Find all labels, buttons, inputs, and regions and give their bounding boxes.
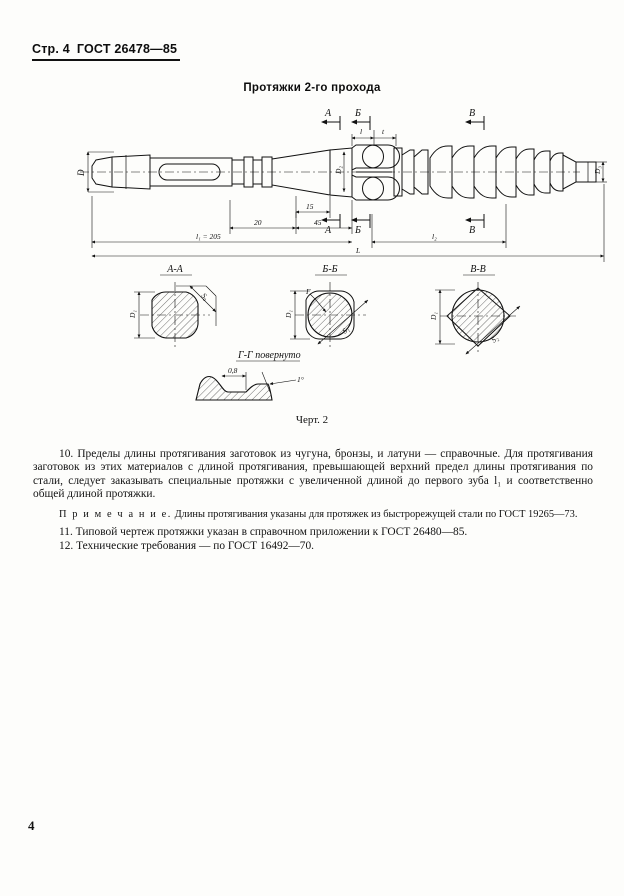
- section-mark-label-v-top: В: [469, 108, 476, 119]
- note-text: Длины протягивания указаны для протяжек из быстрорежущей стали по ГОСТ 19265—73.: [172, 508, 578, 520]
- section-mark-label-a-bottom: А: [325, 225, 332, 236]
- dimension-D2: [334, 152, 344, 192]
- dim-label-v-vertical: D₁: [429, 311, 438, 320]
- section-mark-v-top: [466, 108, 484, 130]
- detail-dim-offset: 0,8: [228, 366, 238, 375]
- dimension-20: [230, 200, 296, 234]
- section-title-a-a: А-А: [167, 264, 183, 275]
- dim-label-D2: D₂: [334, 165, 343, 174]
- dimension-tooth-pitch: [352, 127, 396, 146]
- dim-label-D: D: [76, 169, 86, 176]
- dim-label-l2: l₂: [432, 232, 437, 241]
- dim-label-b-diagonal: S₁: [340, 324, 352, 336]
- header-standard: ГОСТ 26478—85: [76, 42, 178, 56]
- dimension-L: [92, 184, 604, 262]
- page-header: [32, 42, 292, 61]
- dim-label-15: 15: [306, 202, 314, 211]
- section-view-b-b: [284, 264, 368, 350]
- broach-main-view: [76, 108, 607, 262]
- section-title-b-b: Б-Б: [322, 264, 338, 275]
- dim-label-v-diagonal: S₂: [489, 333, 501, 345]
- figure-caption: Черт. 2: [295, 414, 329, 426]
- header-page-label: Стр. 4: [32, 42, 70, 56]
- dimension-l2: [372, 204, 506, 248]
- broach-large-teeth: [352, 145, 400, 200]
- paragraph-11: 11. Типовой чертеж протяжки указан в справочном приложении к ГОСТ 26480—85.: [59, 525, 468, 538]
- section-mark-a-top: [322, 108, 340, 130]
- dim-label-45: 45: [314, 218, 322, 227]
- paragraph-12: 12. Технические требования — по ГОСТ 16492—70.: [59, 540, 315, 553]
- paragraph-10: 10. Пределы длины протягивания заготовок из чугуна, бронзы, и латуни — справочные. Для протягивания заготовок из этих материалов с длиной протягивания, превышающей верхний предел длины протягивания по стали, следует заказывать специальные протяжки с увеличенной длиной до первого зуба l₁ и соответственно общей длиной протяжки.: [33, 448, 593, 501]
- dimension-45: [296, 200, 352, 234]
- section-mark-label-b-bottom: Б: [355, 225, 361, 236]
- technical-drawing: [0, 100, 624, 440]
- dim-label-D3: D₃: [593, 165, 602, 174]
- dim-label-L: L: [356, 246, 361, 255]
- section-title-v-v: В-В: [470, 264, 486, 275]
- note-block: [33, 508, 593, 521]
- header-rule: [32, 59, 180, 61]
- detail-dim-angle: 1°: [297, 375, 304, 384]
- dim-label-20: 20: [254, 218, 262, 227]
- detail-mark-g: Г: [306, 287, 311, 296]
- dimension-D3: [593, 162, 607, 182]
- dim-label-a-vertical: D₁: [128, 309, 137, 318]
- dim-label-l1: l₁ = 205: [196, 232, 221, 241]
- section-mark-label-b-top: Б: [355, 108, 361, 119]
- section-view-v-v: [429, 264, 520, 354]
- header-text: [32, 42, 292, 56]
- section-mark-a-bottom: [322, 214, 340, 236]
- note-label: П р и м е ч а н и е.: [59, 508, 172, 520]
- dim-label-tooth-t: t: [382, 127, 385, 136]
- section-mark-v-bottom: [466, 214, 484, 236]
- body-text: [33, 448, 593, 555]
- dim-label-a-diagonal: S₀: [199, 291, 211, 302]
- section-mark-b-bottom: [352, 214, 370, 236]
- section-mark-label-v-bottom: В: [469, 225, 476, 236]
- figure-title: Протяжки 2-го прохода: [243, 82, 381, 94]
- dim-label-tooth-l: l: [360, 127, 363, 136]
- section-view-a-a: [128, 264, 216, 350]
- dimension-15: [296, 196, 330, 218]
- section-mark-label-a-top: А: [325, 108, 332, 119]
- dim-label-b-vertical: D₁: [284, 309, 293, 318]
- footer-page-number: 4: [28, 818, 35, 833]
- detail-view-g-g: [196, 350, 304, 400]
- detail-title: Г-Г повернуто: [238, 350, 301, 361]
